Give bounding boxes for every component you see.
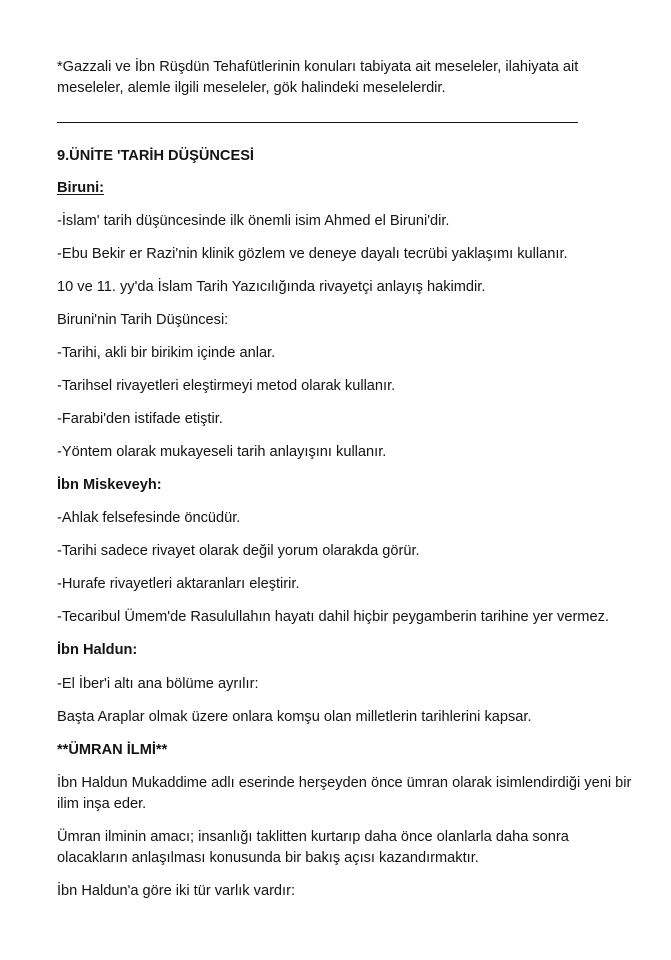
intro-line-2: meseleler, alemle ilgili meseleler, gök halindeki meselelerdir.: [57, 80, 446, 96]
biruni-paragraph-6: -Tarihsel rivayetleri eleştirmeyi metod olarak kullanır.: [57, 378, 396, 394]
miskeveyh-paragraph-1: -Ahlak felsefesinde öncüdür.: [57, 510, 241, 526]
biruni-paragraph-2: -Ebu Bekir er Razi'nin klinik gözlem ve deneye dayalı tecrübi yaklaşımı kullanır.: [57, 246, 568, 262]
horizontal-rule: [57, 122, 578, 123]
biruni-paragraph-8: -Yöntem olarak mukayeseli tarih anlayışını kullanır.: [57, 444, 387, 460]
umran-paragraph-3: İbn Haldun'a göre iki tür varlık vardır:: [57, 883, 296, 899]
biruni-paragraph-3: 10 ve 11. yy'da İslam Tarih Yazıcılığında rivayetçi anlayış hakimdir.: [57, 279, 486, 295]
heading-biruni: Biruni:: [57, 180, 105, 196]
umran-paragraph-1-line-1: İbn Haldun Mukaddime adlı eserinde herşeyden önce ümran olarak isimlendirdiği yeni bir: [57, 775, 632, 791]
heading-haldun: İbn Haldun:: [57, 642, 138, 658]
miskeveyh-paragraph-3: -Hurafe rivayetleri aktaranları eleştirir.: [57, 576, 300, 592]
biruni-paragraph-4: Biruni'nin Tarih Düşüncesi:: [57, 312, 229, 328]
miskeveyh-paragraph-4: -Tecaribul Ümem'de Rasulullahın hayatı dahil hiçbir peygamberin tarihine yer vermez.: [57, 609, 609, 625]
heading-miskeveyh: İbn Miskeveyh:: [57, 477, 162, 493]
unit-title: 9.ÜNİTE 'TARİH DÜŞÜNCESİ: [57, 148, 254, 164]
biruni-paragraph-5: -Tarihi, akli bir birikim içinde anlar.: [57, 345, 276, 361]
haldun-paragraph-1: -El İber'i altı ana bölüme ayrılır:: [57, 676, 259, 692]
miskeveyh-paragraph-2: -Tarihi sadece rivayet olarak değil yorum olarakda görür.: [57, 543, 420, 559]
haldun-paragraph-2: Başta Araplar olmak üzere onlara komşu olan milletlerin tarihlerini kapsar.: [57, 709, 532, 725]
umran-paragraph-2-line-2: olacakların anlaşılması konusunda bir bakış açısı kazandırmaktır.: [57, 850, 479, 866]
biruni-paragraph-1: -İslam' tarih düşüncesinde ilk önemli isim Ahmed el Biruni'dir.: [57, 213, 450, 229]
intro-line-1: *Gazzali ve İbn Rüşdün Tehafütlerinin konuları tabiyata ait meseleler, ilahiyata ait: [57, 59, 579, 75]
umran-paragraph-1-line-2: ilim inşa eder.: [57, 796, 147, 812]
heading-umran: **ÜMRAN İLMİ**: [57, 742, 168, 758]
biruni-paragraph-7: -Farabi'den istifade etiştir.: [57, 411, 223, 427]
umran-paragraph-2-line-1: Ümran ilminin amacı; insanlığı taklitten kurtarıp daha önce olanlarla daha sonra: [57, 829, 569, 845]
